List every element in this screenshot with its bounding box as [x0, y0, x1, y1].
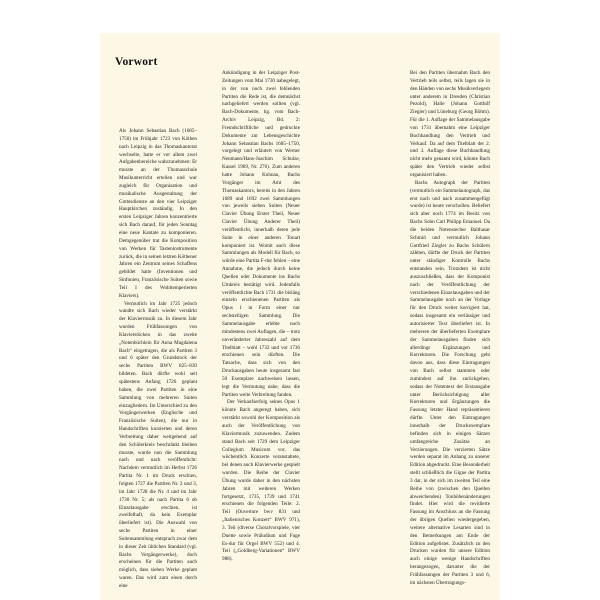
paragraph: Ankündigung in der Leipziger Post-Zeitungen vom Mai 1730 nahegelegt, in der von noch zwei fehlenden Partiten die Rede ist, die demnächst nachgeliefert werden sollten (vgl. Bach-Dokumente, hg. vom Bach-Archiv Leipzig, Bd. 2: Fremdschriftliche und gedruckte Dokumente zur Lebensgeschichte Johann Sebastian Bachs 1685–1750, vorgelegt und erläutert von Werner Neumann/Hans-Joachim Schulze, Kassel 1969, Nr. 276). Zum anderen hatte Johann Kuhnau, Bachs Vorgänger im Amt des Thomaskantors, bereits in den Jahren 1689 und 1692 zwei Sammlungen von jeweils sieben Suiten (Neuer Clavier Übung Erster Theil, Neuer Clavier Übung Anderer Theil) veröffentlicht, innerhalb deren jede Suite in einer anderen Tonart komponiert ist. Womit auch diese Sammlungen als Modell für Bach, so würde eine Partita F-dur fehlen – eine Annahme, die jedoch durch keine Quellen oder Dokumente ins Bachs Umkreis bestätigt wird. Jedenfalls veröffentlichte Bach 1731 die bisläng einzeln erschienenen Partiten als Opus 1 in Form einer nur sechsteiligen Sammlung. Die Sammelausgabe erlebte noch mindestens zwei Auflagen, die – trotz unveränderter Jahreszahl auf dem Titelblatt – wohl 1732 und vor 1736 erschienen sein dürften. Die Tatsache, dass sich von den Druckausgaben heute insgesamt fast 50 Exemplare nachweisen lassen, legt die Vermutung nahe, dass die Partiten weite Verbreitung fanden. — [222, 70, 300, 398]
paragraph: Bei den Partiten übernahm Bach den Vertrieb teils selbst, teils lagen sie in den Händen von sechs Musikverlegern unter anderem in Dresden (Christian Pezold), Halle (Johann Gotthilf Ziegler) und Lüneburg (Georg Böhm). Für die 1. Auflage der Sammelausgabe von 1731 übernahm eine Leipziger Buchhandlung den Vertrieb und Verkauf. Da auf dem Titelblatt der 2. und 3. Auflage diese Buchhandlung nicht mehr genannt wird, könnte Bach später den Vertrieb wieder selbst organisiert haben. — [410, 70, 490, 178]
paragraph: Vermutlich im Jahr 1725 jedoch wandte sich Bach wieder verstärkt der Klaviermusik zu. In diesem Jahr wurden Frühfassungen von Klavierstücken in das zweite „Notenbüchlein für Anna Magdalena Bach“ eingetragen, die als Partiten 3 und 6 später den Grundstock der sechs Partiten BWV 825–830 bildeten. Bach dürfte wohl seit spätestens Anfang 1726 geplant haben, die zwei Partiten in eine Sammlung von mehreren Suiten einzugliedern. Im Unterschied zu den Vorgängerwerken (Englische und Französische Suiten), die nur in Handschriften kursierten und deren Verbreitung daher weitgehend auf den Schülerkreis beschränkt bleiben musste, wurde nun die Sammlung nach und nach veröffentlicht: Nachdem vermutlich im Herbst 1726 Partita Nr. 1 im Druck erschien, folgten 1727 die Partiten Nr. 2 und 3, im Jahr 1728 die Nr. 4 und im Jahr 1730 Nr. 5; als nach Partita 6 ob Einzelausgabe erschien, ist zweifelhaft, da kein Exemplar überliefert ist). Die Auswahl von sechs Partiten in einer Suitensammlung entsprach zwar dem in dieser Zeit üblichen Standard (vgl. Bachs Vorgängerwerke), doch erscheinen für die Partiten auch möglich, dass sieben Werke geplant waren. Das wird zum einen durch eine — [119, 300, 197, 589]
page-heading: Vorwort — [115, 56, 158, 68]
text-column-1 — [119, 128, 197, 591]
book-page — [100, 33, 500, 600]
text-column-3 — [410, 70, 490, 588]
paragraph: Als Johann Sebastian Bach (1685–1750) im Frühjahr 1723 von Köthen nach Leipzig in das Thomaskantorat wechselte, hatte er vor allem zwei Aufgabenbereiche wahrzunehmen: Er musste an der Thomasschule Musikunterricht erteilen und war zugleich für Organisation und musikalische Ausgestaltung der Gottesdienste an den vier Leipziger Hauptkirchen zuständig. In den ersten Leipziger Jahren konzentrierte sich Bach darauf, für jeden Sonntag eine neue Kantate zu komponieren. Demgegenüber trat die Komposition von Werken für Tasteninstrumente zurück, die in seinen letzten Köthener Jahren ein Zentrum seines Schaffens gebildet hatte (Inventionen und Sinfonien, Französische Suiten sowie Teil I des Wohltemperierten Klaviers). — [119, 128, 197, 299]
paragraph: Der Verkaufserfolg seines Opus 1 könnte Bach angeregt haben, sich verstärkt sowohl der Komposition als auch der Veröffentlichung von Klaviermusik zuzuwenden. Zudem stand Bach seit 1729 dem Leipziger Collegium Musicum vor, das wöchentlich Konzerte veranstaltete, bei denen auch Klavierwerke gespielt wurden. Die Reihe der Clavier Übung wurde daher in den nächsten Jahren mit weiteren Werken fortgesetzt, 1735, 1739 und 1741 erschienen die folgenden Teile: 2. Teil (Ouverture bwv 831 und „Italienisches Konzert“ BWV 971), 3. Teil (diverse Choralvorspiele, vier Duette sowie Präludium und Fuge Es-dur für Orgel BWV 552) und 4. Teil („Goldberg-Variationen“ BWV 988). — [222, 399, 300, 563]
paragraph: Bachs Autograph der Partiten (vermutlich ein Sammelautograph, das erst nach und nach zusammengefügt wurde) ist heute verschollen. Beliefert sich aber noch 1774 im Besitz von Bachs Sohn Carl Philipp Emanuel. Da die beiden Notenstecher Balthasar Schmid und vermutlich Johann Gottfried Ziegler zu Bachs Schülern zählten, dürfte der Druck der Partiten unter ständiger Kontrolle Bachs entstanden sein. Trotzdem ist nicht auszuschließen, dass der Komponist nach der Veröffentlichung der verschiedenen Einzelausgaben und der Sammelausgabe noch an der Vorlage für den Druck weiter korrigiert hat, sodass insgesamt ein verlässiger und autorisierter Text überliefert ist. In mehreren der überlieferten Exemplare der Sammelausgaben finden sich allerdings Ergänzungen und Korrekturen. Die Forschung geht davon aus, dass diese Eintragungen von Bach selbst stammen oder zumindest auf ihn zurückgehen, sodass der Notentext der Erstausgabe unter Berücksichtigung aller Korrekturen und Ergänzungen die Fassung letzter Hand repräsentieren dürfte. Unter den Eintragungen innerhalb der Druckexemplare befinden sich in einigen Sätzen umfangreiche Zusätze an Verzierungen. Die verzierten Sätze werden separat im Anhang zu unserer Edition abgedruckt. Eine Besonderheit stellt schließlich die Gigue der Partita 3 dar, in der sich im zweiten Teil eine Reihe von (zwischen den Quellen abweichenden) Tonhöhenänderungen findet. Hier wird die revidierte Fassung im Anschluss an die Fassung der übrigen Quellen wiedergegeben, weitere alternative Lesarten sind in den Bemerkungen am Ende der Edition aufgelistet. Zusätzlich zu den Drucken wurden für unsere Edition auch einige wenige Handschriften herangezogen, darunter die der Frühfassungen der Partiten 3 und 6, im nächsten Übertragungs- — [410, 179, 490, 586]
text-column-2 — [222, 70, 300, 564]
